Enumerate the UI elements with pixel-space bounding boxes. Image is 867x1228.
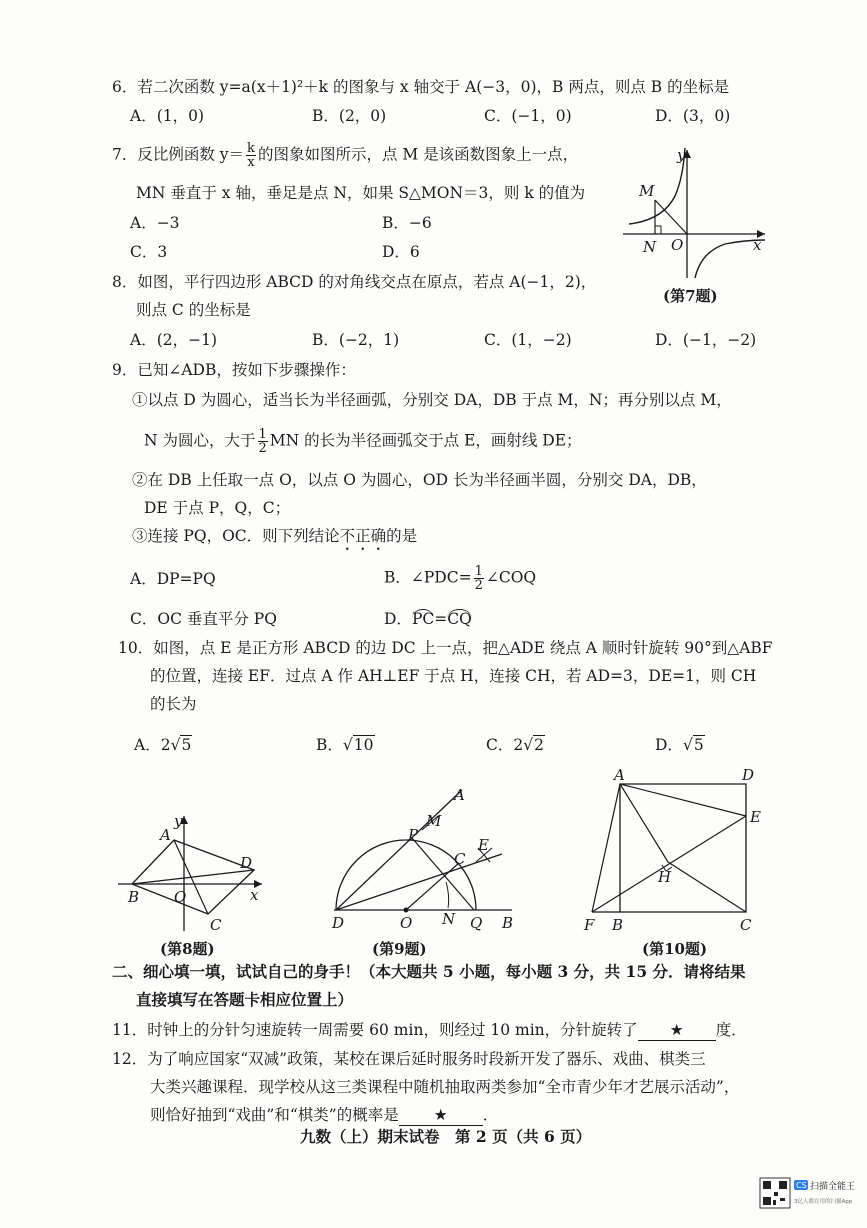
qr-code-icon: [758, 1176, 858, 1216]
fig10-label-d: D: [742, 766, 755, 784]
q8-option-b: B．(−2，1): [312, 331, 400, 349]
figure-8: [112, 806, 272, 934]
q11: [112, 1020, 747, 1041]
fig8-label-d: D: [240, 854, 253, 872]
fig8-label-b: B: [128, 888, 140, 906]
q9-option-b-b: ∠COQ: [485, 568, 537, 587]
q9-step1b: [144, 428, 582, 455]
q9-option-d-arc1: PC: [411, 610, 435, 628]
q12-line2: 大类兴趣课程．现学校从这三类课程中随机抽取两类参加“全市青少年才艺展示活动”，: [150, 1078, 740, 1096]
q12-line3: [150, 1105, 498, 1126]
q7-stem-a: 7．反比例函数 y＝: [112, 145, 245, 164]
q6-option-c: C．(−1，0): [484, 107, 572, 125]
q7-option-a: A．−3: [130, 214, 180, 232]
fig8-label-y: y: [174, 812, 183, 830]
figure-7: [615, 140, 775, 282]
q10-option-c: [486, 735, 545, 755]
q7-frac-num: k: [247, 141, 255, 156]
fig7-label-x: x: [753, 236, 762, 254]
q9-optb-den: 2: [474, 578, 483, 593]
fig9-label-n: N: [442, 910, 456, 928]
q8-option-d: D．(−1，−2): [655, 331, 757, 349]
watermark-badge: CS: [796, 1181, 807, 1190]
q7-line2: MN 垂直于 x 轴，垂足是点 N，如果 S△MON＝3，则 k 的值为: [136, 184, 586, 202]
q9-half-num: 1: [258, 427, 267, 442]
q9-line1: 9．已知∠ADB，按如下步骤操作：: [112, 361, 356, 379]
q12-line3-text: 则恰好抽到“戏曲”和“棋类”的概率是: [150, 1106, 399, 1124]
fig9-label-q: Q: [470, 914, 483, 932]
q10-opt-b-text: B．: [316, 736, 343, 754]
fig9-label-a: A: [454, 786, 465, 804]
sqrt-icon: √: [682, 736, 693, 754]
fig9-label-c: C: [454, 850, 466, 868]
q11-unit: 度．: [715, 1021, 747, 1039]
q11-answer-blank: [638, 1020, 716, 1041]
section2-header: 二、细心填一填，试试自己的身手！（本大题共 5 小题，每小题 3 分，共 15 分．请将结果: [112, 962, 746, 981]
scanner-watermark: [758, 1176, 858, 1216]
q9-step1a: ①以点 D 为圆心，适当长为半径画弧，分别交 DA，DB 于点 M，N；再分别以点 M，: [132, 391, 732, 409]
fig9-label-m: M: [426, 812, 442, 830]
fig10-label-b: B: [612, 916, 624, 934]
q9-step3-a: ③连接 PQ，OC．则下列结论: [132, 527, 340, 545]
q9-step2b: DE 于点 P，Q，C；: [144, 499, 291, 517]
q9-step1b-a: N 为圆心，大于: [144, 431, 256, 450]
fig8-label-x: x: [250, 886, 259, 904]
q7-frac-den: x: [247, 155, 255, 170]
q12-answer-blank: [399, 1105, 483, 1126]
fig10-label-c: C: [740, 916, 752, 934]
q7-fraction: [246, 142, 256, 169]
q8-line2: 则点 C 的坐标是: [136, 301, 251, 319]
q10-opt-a-radicand: 5: [181, 736, 192, 754]
fig10-caption: (第10题): [642, 940, 708, 958]
q12-line3-end: ．: [482, 1106, 499, 1124]
q7-option-b: B．−6: [382, 214, 432, 232]
figure-10: [580, 764, 770, 936]
q6-option-d: D．(3，0): [655, 107, 731, 125]
sqrt-icon: √: [523, 736, 534, 754]
fig10-label-e: E: [750, 808, 761, 826]
q10-opt-d-radicand: 5: [693, 736, 704, 754]
q10-option-b: [316, 735, 375, 755]
star-icon: ★: [669, 1021, 684, 1039]
q9-option-c: C．OC 垂直平分 PQ: [130, 610, 277, 628]
watermark-title: 扫描全能王: [810, 1182, 856, 1192]
q10-opt-d-text: D．: [655, 736, 683, 754]
q8-line1: 8．如图，平行四边形 ABCD 的对角线交点在原点，若点 A(−1，2)，: [112, 273, 597, 291]
q10-option-d: [655, 735, 705, 755]
fig9-label-p: P: [408, 826, 419, 844]
q6-stem: 6．若二次函数 y=a(x＋1)²＋k 的图象与 x 轴交于 A(−3，0)，B 两点，则点 B 的坐标是: [112, 78, 730, 96]
q10-line3: 的长为: [150, 695, 197, 713]
fig9-label-o: O: [400, 914, 413, 932]
q7-stem: [112, 142, 578, 169]
page-footer: 九数（上）期末试卷 第 2 页（共 6 页）: [300, 1127, 592, 1146]
section2-header-line2: 直接填写在答题卡相应位置上）: [136, 990, 354, 1009]
q9-option-a: A．DP=PQ: [130, 570, 216, 588]
q9-optb-num: 1: [474, 564, 483, 579]
q7-option-c: C．3: [130, 243, 168, 261]
star-icon: ★: [433, 1106, 448, 1124]
fig10-label-a: A: [614, 766, 625, 784]
q9-option-d: [384, 609, 472, 629]
q9-step2a: ②在 DB 上任取一点 O，以点 O 为圆心，OD 长为半径画半圆，分别交 DA，DB，: [132, 471, 707, 489]
fig8-caption: (第8题): [160, 940, 215, 958]
q6-option-b: B．(2，0): [312, 107, 387, 125]
fig9-caption: (第9题): [372, 940, 427, 958]
q8-option-a: A．(2，−1): [130, 331, 217, 349]
sqrt-icon: √: [170, 736, 181, 754]
q9-option-d-eq: =: [434, 610, 448, 628]
fig8-label-c: C: [210, 916, 222, 934]
fig9-label-b: B: [502, 914, 514, 932]
q10-line2: 的位置，连接 EF．过点 A 作 AH⊥EF 于点 H，连接 CH，若 AD=3，DE=1，则 CH: [150, 667, 757, 685]
q10-line1: 10．如图，点 E 是正方形 ABCD 的边 DC 上一点，把△ADE 绕点 A 顺时针旋转 90°到△ABF: [118, 639, 773, 657]
q9-step1b-b: MN 的长为半径画弧交于点 E，画射线 DE；: [269, 431, 582, 450]
fig7-caption: (第7题): [663, 287, 718, 305]
q9-option-b-a: B．∠PDC=: [384, 568, 472, 587]
q10-option-a: [134, 735, 192, 755]
q12-line1: 12．为了响应国家“双减”政策，某校在课后延时服务时段新开发了器乐、戏曲、棋类三: [112, 1050, 706, 1068]
q9-half-den: 2: [258, 441, 267, 456]
q11-text: 11．时钟上的分针匀速旋转一周需要 60 min，则经过 10 min，分针旋转了: [112, 1021, 638, 1039]
q9-option-b: [384, 565, 536, 592]
fig9-label-d: D: [332, 914, 345, 932]
q10-opt-c-radicand: 2: [534, 736, 544, 754]
q7-stem-b: 的图象如图所示，点 M 是该函数图象上一点，: [257, 145, 579, 164]
fig7-label-m: M: [639, 182, 655, 200]
sqrt-icon: √: [342, 736, 353, 754]
q9-option-d-a: D．: [384, 610, 412, 628]
q9-option-d-arc2: CQ: [447, 610, 472, 628]
q6-option-a: A．(1，0): [130, 107, 205, 125]
q9-option-b-fraction: [474, 565, 484, 592]
fig10-label-h: H: [658, 868, 672, 886]
fig8-label-o: O: [174, 888, 187, 906]
fig7-label-n: N: [643, 238, 657, 256]
fig9-label-e: E: [478, 836, 489, 854]
q9-half-fraction: [258, 428, 268, 455]
fig7-label-o: O: [671, 236, 684, 254]
fig10-label-f: F: [584, 916, 595, 934]
watermark-sub: 3亿人都在用的扫描App: [794, 1199, 853, 1205]
q9-step3-b: 的是: [386, 527, 418, 545]
q10-opt-b-radicand: 10: [353, 736, 374, 754]
q10-opt-c-text: C．2: [486, 736, 524, 754]
figure-9: [322, 778, 520, 934]
q9-step3-emphasis: 不正确: [339, 527, 387, 545]
q7-option-d: D．6: [382, 243, 420, 261]
q9-step3: [132, 526, 417, 554]
q8-option-c: C．(1，−2): [484, 331, 572, 349]
fig8-label-a: A: [160, 826, 171, 844]
q10-opt-a-text: A．2: [134, 736, 171, 754]
fig7-label-y: y: [677, 146, 686, 164]
